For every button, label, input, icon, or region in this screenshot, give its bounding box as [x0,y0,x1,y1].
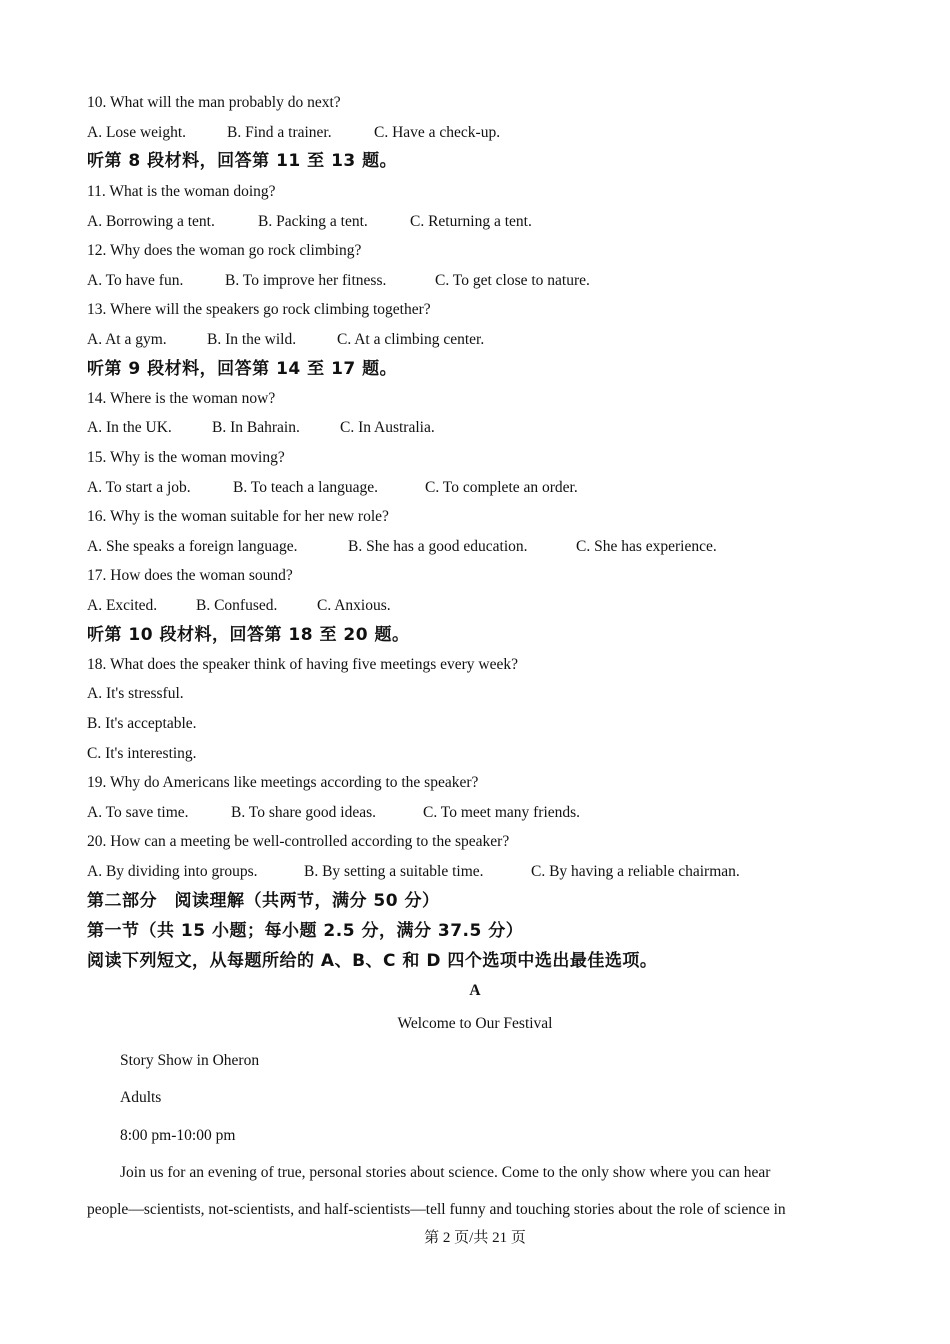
options-12 [87,271,590,291]
options-16 [87,537,717,557]
question-18: 18. What does the speaker think of having five meetings every week? [87,656,518,673]
option-b: B. Confused. [196,597,278,614]
option-c: C. She has experience. [576,538,717,555]
options-20 [87,862,740,882]
options-10 [87,123,500,143]
options-13 [87,330,484,350]
option-b: B. By setting a suitable time. [304,863,484,880]
question-12: 12. Why does the woman go rock climbing? [87,242,362,259]
option-b: B. Find a trainer. [227,124,332,141]
options-19 [87,803,580,823]
option-a: A. At a gym. [87,331,167,348]
section-heading-8: 听第 8 段材料，回答第 11 至 13 题。 [87,151,398,171]
option-b: B. She has a good education. [348,538,528,555]
page-footer: 第 2 页/共 21 页 [424,1230,526,1246]
option-a: A. She speaks a foreign language. [87,538,298,555]
option-b: B. To share good ideas. [231,804,376,821]
section-heading-9: 听第 9 段材料，回答第 14 至 17 题。 [87,359,398,379]
option-c: C. By having a reliable chairman. [531,863,740,880]
option-a: A. It's stressful. [87,685,184,702]
option-a: A. To start a job. [87,479,191,496]
option-a: A. Borrowing a tent. [87,213,215,230]
question-14: 14. Where is the woman now? [87,390,276,407]
question-13: 13. Where will the speakers go rock climbing together? [87,301,431,318]
option-c: C. At a climbing center. [337,331,485,348]
option-a: A. Excited. [87,597,158,614]
option-c: C. Returning a tent. [410,213,532,230]
option-c: C. To meet many friends. [423,804,581,821]
option-b: B. To teach a language. [233,479,378,496]
option-b: B. To improve her fitness. [225,272,387,289]
event-audience: Adults [120,1089,162,1106]
option-b: B. In Bahrain. [212,419,300,436]
passage-title: Welcome to Our Festival [397,1015,553,1032]
option-b: B. It's acceptable. [87,715,197,732]
option-a: A. Lose weight. [87,124,187,141]
option-c: C. Anxious. [317,597,391,614]
event-time: 8:00 pm-10:00 pm [120,1127,236,1144]
option-c: C. In Australia. [340,419,435,436]
question-16: 16. Why is the woman suitable for her new role? [87,508,389,525]
question-10: 10. What will the man probably do next? [87,94,341,111]
options-14 [87,418,435,438]
option-a: A. To save time. [87,804,189,821]
passage-body-line-1: Join us for an evening of true, personal stories about science. Come to the only show where you can hear [120,1164,771,1181]
option-a: A. To have fun. [87,272,184,289]
section-heading: 第一节（共 15 小题；每小题 2.5 分，满分 37.5 分） [87,921,524,941]
option-b: B. Packing a tent. [258,213,368,230]
option-c: C. Have a check-up. [374,124,501,141]
options-15 [87,478,578,498]
question-17: 17. How does the woman sound? [87,567,293,584]
option-a: A. By dividing into groups. [87,863,258,880]
option-a: A. In the UK. [87,419,172,436]
question-11: 11. What is the woman doing? [87,183,276,200]
part-heading: 第二部分 阅读理解（共两节，满分 50 分） [87,891,440,911]
options-11 [87,212,532,232]
question-19: 19. Why do Americans like meetings according to the speaker? [87,774,479,791]
options-17 [87,596,391,616]
option-c: C. To get close to nature. [435,272,590,289]
question-15: 15. Why is the woman moving? [87,449,285,466]
option-b: B. In the wild. [207,331,297,348]
instruction: 阅读下列短文，从每题所给的 A、B、C 和 D 四个选项中选出最佳选项。 [87,951,658,971]
question-20: 20. How can a meeting be well-controlled according to the speaker? [87,833,510,850]
section-heading-10: 听第 10 段材料，回答第 18 至 20 题。 [87,625,410,645]
option-c: C. It's interesting. [87,745,197,762]
event-name: Story Show in Oheron [120,1052,260,1069]
passage-body-line-2: people—scientists, not-scientists, and half-scientists—tell funny and touching stories about the role of science in [87,1201,786,1218]
passage-letter: A [469,982,481,999]
option-c: C. To complete an order. [425,479,578,496]
